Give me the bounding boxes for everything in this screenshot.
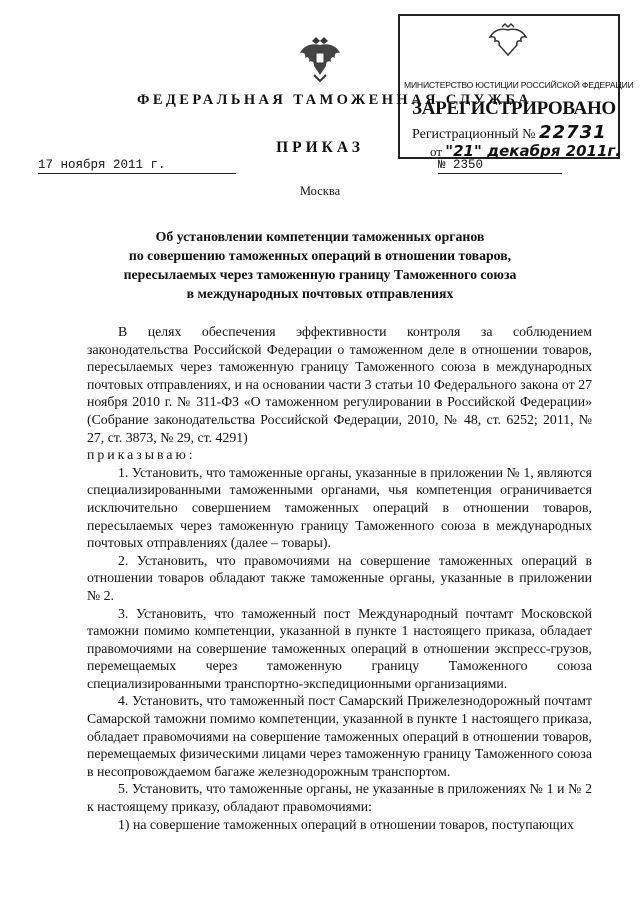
- order-word: приказываю:: [87, 447, 196, 463]
- registration-stamp: [398, 14, 634, 160]
- clause-4: 4. Установить, что таможенный пост Самарский Прижелезнодорожный почтамт Самарской таможни помимо компетенции, указанной в пункте 1 настоящего приказа, обладает правомочиями на совершение таможенных операций в отношении товаров, перемещаемых физическими лицами через таможенную границу Таможенного союза в несопровождаемом багаже железнодорожным транспортом.: [87, 693, 592, 779]
- document-type: ПРИКАЗ: [276, 139, 364, 156]
- clause-3: 3. Установить, что таможенный пост Международный почтамт Московской таможни помимо компетенции, указанной в пункте 1 настоящего приказа, обладает правомочиями на совершение таможенных операций в отношении экспресс-грузов, перемещаемых через таможенную границу Таможенного союза специализированными транспортно-экспедиционными организациями.: [87, 605, 592, 691]
- clause-5: 5. Установить, что таможенные органы, не указанные в приложениях № 1 и № 2 к настоящему приказу, обладают правомочиями:: [87, 781, 592, 815]
- issue-city: Москва: [299, 184, 341, 198]
- agency-name: ФЕДЕРАЛЬНАЯ ТАМОЖЕННАЯ СЛУЖБА: [137, 92, 533, 108]
- stamp-date-prefix: от: [430, 144, 443, 159]
- order-title: [80, 227, 560, 303]
- title-line: по совершению таможенных операций в отношении товаров,: [128, 248, 512, 263]
- title-line: Об установлении компетенции таможенных органов: [155, 229, 485, 244]
- preamble-paragraph: В целях обеспечения эффективности контроля за соблюдением законодательства Российской Федерации о таможенном деле в отношении товаров, пересылаемых через таможенную границу Таможенного союза в международных почтовых отправлениях, и на основании части 3 статьи 10 Федерального закона от 27 ноября 2010 г. № 311-ФЗ «О таможенном регулировании в Российской Федерации» (Собрание законодательства Российской Федерации, 2010, № 48, ст. 6252; 2011, № 27, ст. 3873, № 29, ст. 4291): [87, 324, 592, 445]
- double-headed-eagle-emblem-icon: [298, 35, 342, 83]
- order-number: № 2350: [438, 158, 562, 174]
- order-date: 17 ноября 2011 г.: [38, 158, 236, 174]
- order-body: [87, 323, 592, 833]
- stamp-date-handwritten: "21" декабря 2011г.: [445, 142, 621, 160]
- stamp-reg-label: Регистрационный №: [412, 127, 536, 142]
- clause-5-item-1: 1) на совершение таможенных операций в отношении товаров, поступающих: [118, 816, 574, 832]
- clause-2: 2. Установить, что правомочиями на совершение таможенных операций в отношении товаров обладают также таможенные органы, указанные в приложении № 2.: [87, 552, 592, 603]
- title-line: пересылаемых через таможенную границу Таможенного союза: [123, 267, 517, 282]
- clause-1: 1. Установить, что таможенные органы, указанные в приложении № 1, являются специализированными таможенными органами, чья компетенция ограничивается исключительно совершением таможенных операций в отношении товаров, пересылаемых через таможенную границу Таможенного союза в международных почтовых отправлениях (далее – товары).: [87, 464, 592, 551]
- stamp-eagle-emblem-icon: [488, 22, 528, 60]
- stamp-reg-number-handwritten: 22731: [539, 122, 607, 143]
- stamp-registered-label: ЗАРЕГИСТРИРОВАНО: [412, 98, 616, 119]
- title-line: в международных почтовых отправлениях: [186, 286, 454, 301]
- stamp-ministry-name: МИНИСТЕРСТВО ЮСТИЦИИ РОССИЙСКОЙ ФЕДЕРАЦИИ: [404, 80, 634, 90]
